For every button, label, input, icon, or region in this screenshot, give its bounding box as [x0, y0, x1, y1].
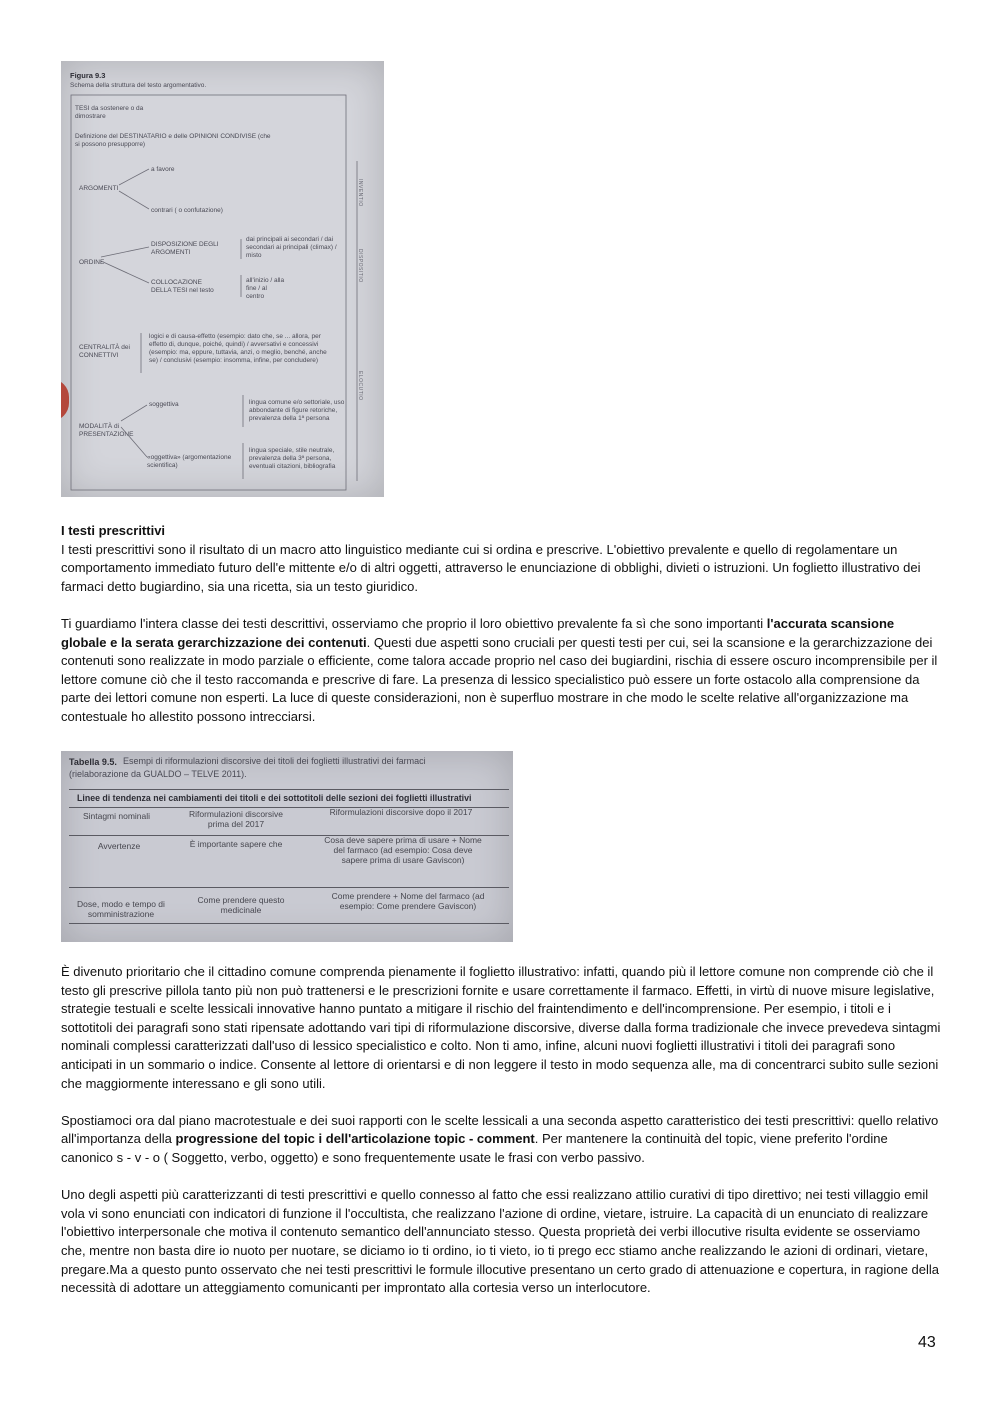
- figure-inventio: INVENTIO: [357, 179, 363, 207]
- figure-connettivi-detail: logici e di causa-effetto (esempio: dato che, se ... allora, per effetto di, dunque, poiché, quindi) / avversativi e concessivi (esempio: ma, eppure, tuttavia, anzi, o meglio, benché, anche se) / conclusivi (esempio: insomma, infine, per concludere): [149, 333, 327, 364]
- figure-contrari: contrari ( o confutazione): [151, 207, 223, 214]
- paragraph-1: I testi prescrittivi sono il risultato di un macro atto linguistico mediante cui si ordina e prescrive. L'obiettivo prevalente e quello di regolamentare un comportamento immediato futuro dell'e mittente e/o di altri oggetti, attraverso le enunciazione di obblighi, divieti o istruzioni. Un foglietto illustrativo dei farmaci detto bugiardino, sia una ricetta, sia un testo giuridico.: [61, 541, 921, 594]
- table-row-2-c2: Come prendere questo medicinale: [197, 895, 285, 915]
- figure-elocutio: ELOCUTIO: [357, 371, 363, 401]
- figure-centralita: CENTRALITÀ dei CONNETTIVI: [79, 344, 130, 359]
- figure-a-favore: a favore: [151, 166, 175, 173]
- figure-collocazione: COLLOCAZIONE DELLA TESI nel testo: [151, 279, 214, 294]
- figure-title: Figura 9.3: [70, 71, 106, 80]
- table-title: Tabella 9.5.: [69, 757, 117, 767]
- paragraph-4-text-b: . Per mantenere la continuità del topic, viene preferito l'ordine canonico s - v - o ( Soggetto, verbo, oggetto) e sono frequentemente usate le frasi con verbo passivo.: [61, 1131, 888, 1165]
- table-row-1-c2: È importante sapere che: [189, 839, 283, 849]
- figure-soggettiva: soggettiva: [149, 401, 179, 408]
- figure-disposizione: DISPOSIZIONE DEGLI ARGOMENTI: [151, 241, 219, 256]
- figure-tesi: TESI da sostenere o da dimostrare: [75, 105, 144, 120]
- table-9-5-photo: [61, 751, 513, 942]
- figure-9-3-photo: [61, 61, 384, 497]
- figure-soggettiva-detail: lingua comune e/o settoriale, uso abbondante di figure retoriche, prevalenza della 1ª persona: [249, 399, 345, 422]
- figure-definizione: Definizione del DESTINATARIO e delle OPINIONI CONDIVISE (che si possono presupporre): [75, 133, 271, 148]
- table-caption: Esempi di riformulazioni discorsive dei titoli dei foglietti illustrativi dei farmaci: [123, 756, 426, 766]
- figure-argomenti: ARGOMENTI: [79, 185, 119, 192]
- table-row-1-c1: Avvertenze: [97, 841, 141, 851]
- figure-subtitle: Schema della struttura del testo argomentativo.: [70, 82, 207, 89]
- figure-diagram-lines: [61, 61, 384, 497]
- page-number: 43: [918, 1334, 936, 1351]
- paragraph-2-text-a: Ti guardiamo l'intera classe dei testi descrittivi, osserviamo che proprio il loro obiettivo prevalente fa sì che sono importanti: [61, 615, 767, 631]
- table-row-2-c1: Dose, modo e tempo di somministrazione: [77, 899, 165, 919]
- figure-dispositio: DISPOSITIO: [357, 249, 363, 283]
- paragraph-2-text-b: . Questi due aspetti sono cruciali per questi testi per cui, sei la scansione e la gerarchizzazione dei contenuti sono realizzate in modo parziale o efficiente, come talora accade proprio nel caso dei bugiardini, rischia di essere oscuro incomprensibile per il lettore comune ciò che il testo raccomanda e prescrive di fare. La presenza di lessico specialistico può essere un forte ostacolo alla comprensione da parte dei lettori comune non esperti. La luce di queste considerazioni, non è superfluo mostrare in che modo le scelte relative all'organizzazione ma contestuale ho allestito possono intrecciarsi.: [61, 634, 938, 724]
- figure-oggettiva-detail: lingua speciale, stile neutrale, prevalenza della 3ª persona, eventuali citazioni, bibliografia: [249, 447, 336, 470]
- paragraph-4: [61, 1112, 941, 1168]
- figure-oggettiva: «oggettiva» (argomentazione scientifica): [147, 454, 232, 469]
- paragraph-4-bold: progressione del topic i dell'articolazione topic - comment: [175, 1131, 535, 1147]
- table-row-2-c3: Come prendere + Nome del farmaco (ad esempio: Come prendere Gaviscon): [331, 891, 485, 911]
- table-col-3: Riformulazioni discorsive dopo il 2017: [329, 807, 473, 817]
- section-heading: I testi prescrittivi: [61, 523, 166, 538]
- figure-ordine: ORDINE: [79, 259, 105, 266]
- table-col-1: Sintagmi nominali: [82, 811, 151, 821]
- figure-disposizione-detail: dai principali ai secondari / dai secondari ai principali (climax) / misto: [246, 236, 337, 259]
- paragraph-2: [61, 615, 941, 727]
- section-prescriptive-body: [61, 963, 941, 1298]
- table-col-2: Riformulazioni discorsive prima del 2017: [188, 809, 283, 829]
- section-prescriptive-intro: [61, 522, 941, 727]
- table-caption-2: (rielaborazione da GUALDO – TELVE 2011).: [69, 769, 247, 779]
- table-row-1-c3: Cosa deve sapere prima di usare + Nome del farmaco (ad esempio: Cosa deve sapere prima di usare Gaviscon): [324, 835, 482, 865]
- paragraph-5: Uno degli aspetti più caratterizzanti di testi prescrittivi e quello connesso al fatto che essi realizzano attilio curativi di tipo direttivo; nei testi villaggio emil vola vi sono enunciati con indicatori di funzione il l'occultista, che realizzano l'azione di ordine, vietare, istruire. La capacità di un enunciato di realizzare l'obiettivo interpersonale che motiva il contenuto semantico dell'annunciato stesso. Questa proprietà dei verbi illocutive risulta evidente se osserviamo che, mentre non basta dire io nuoto per nuotare, se diciamo io ti ordino, io ti vieto, io ti prego ecc stiamo anche realizzando le azioni di ordinari, vietare, pregare.Ma a questo punto osservato che nei testi prescrittivi le formule illocutive presentano un certo grado di attenuazione e copertura, in ragione della necessità di adottare un atteggiamento comunicanti per improntato alla cortesia verso un interlocutore.: [61, 1187, 940, 1296]
- table-band: Linee di tendenza nei cambiamenti dei titoli e dei sottotitoli delle sezioni dei foglietti illustrativi: [77, 793, 472, 803]
- paragraph-4-text-a: Spostiamoci ora dal piano macrotestuale e dei suoi rapporti con le scelte lessicali a una seconda aspetto caratteristico dei testi prescrittivi: quello relativo all'importanza della: [61, 1112, 939, 1147]
- figure-modalita: MODALITÀ di PRESENTAZIONE: [79, 423, 134, 438]
- paragraph-2-bold: l'accurata scansione globale e la serata gerarchizzazione dei contenuti: [61, 615, 895, 650]
- paragraph-3: È divenuto prioritario che il cittadino comune comprenda pienamente il foglietto illustrativo: infatti, quando più il lettore comune non comprende ciò che il testo gli prescrive pillola tanto più non può trattenersi e le prescrizioni fornite e usare correttamente il farmaco. Effetti, in virtù di nuove misure legislative, strategie testuali e scelte lessicali innovative hanno puntato a mitigare il rischio del fraintendimento e dell'incomprensione. Per esempio, i titoli e i sottotitoli dei paragrafi sono stati ripensate adottando vari tipi di riformulazione discorsive, diverse dalla forma tradizionale che invece prevedeva sintagmi nominali complessi caratterizzati dall'uso di lessico specialistico e colto. Non ti amo, infine, alcuni nuovi foglietti illustrativi i titoli dei paragrafi sono anticipati in un sommario o indice. Consente al lettore di orientarsi e di non leggere il testo in modo sequenza alle, ma di concentrarci subito sulle sezioni che maggiormente interessano e gli sono utili.: [61, 964, 941, 1091]
- figure-collocazione-detail: all'inizio / alla fine / al centro: [246, 277, 285, 300]
